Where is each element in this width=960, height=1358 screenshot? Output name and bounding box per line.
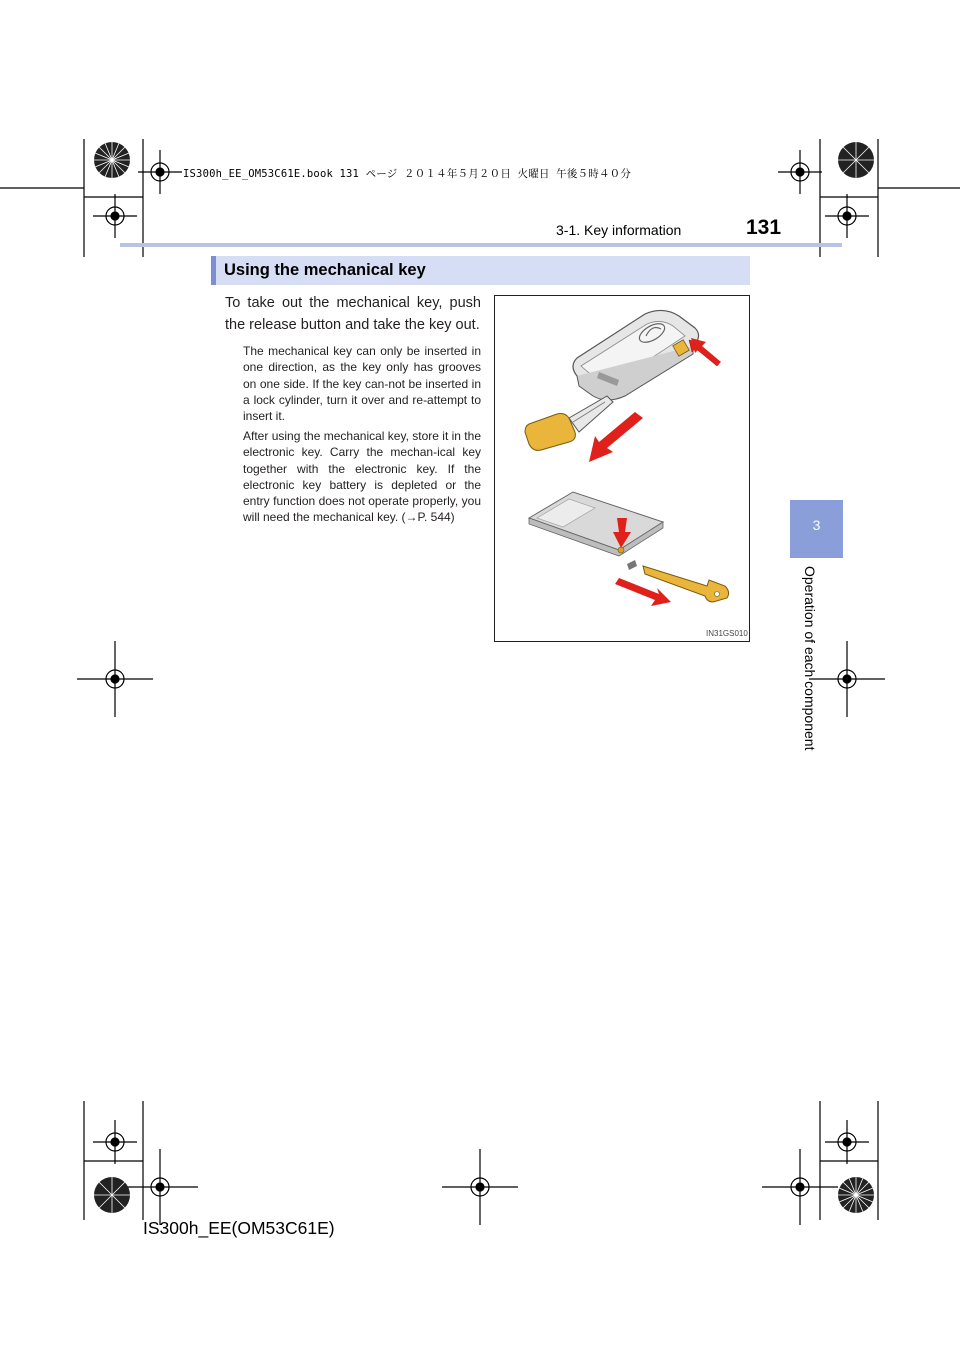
key-illustration-drawing [495,296,749,641]
figure-code: IN31GS010 [706,629,748,638]
print-header: IS300h_EE_OM53C61E.book 131 ページ ２０１４年５月２０日 火曜日 午後５時４０分 [183,168,632,180]
pull-arrow-icon [589,412,643,462]
page-number: 131 [746,216,782,239]
header-rule [120,243,842,247]
note-paragraph: After using the mechanical key, store it in the electronic key. Carry the mechan-ical key together with the electronic key. If the electronic key battery is depleted or the entry function does not operate properly, you will need the mechanical key. (→P. 544) [243,429,481,525]
footer-model-code: IS300h_EE(OM53C61E) [143,1218,335,1238]
section-title: 3-1. Key information [556,222,682,238]
card-key-icon [529,492,663,570]
pull-arrow-icon [615,578,671,606]
key-illustration [494,295,750,642]
section-heading: Using the mechanical key [224,261,426,279]
intro-paragraph: To take out the mechanical key, push the release button and take the key out. [225,295,481,333]
press-arrow-icon [689,338,721,366]
note-paragraph: The mechanical key can only be inserted in one direction, as the key only has grooves on one side. If the key can-not be inserted in a lock cylinder, turn it over and re-attempt to insert it. [243,344,481,424]
chapter-number: 3 [812,517,821,533]
electronic-key-fob-icon [573,310,699,400]
chapter-title: Operation of each component [802,566,818,751]
